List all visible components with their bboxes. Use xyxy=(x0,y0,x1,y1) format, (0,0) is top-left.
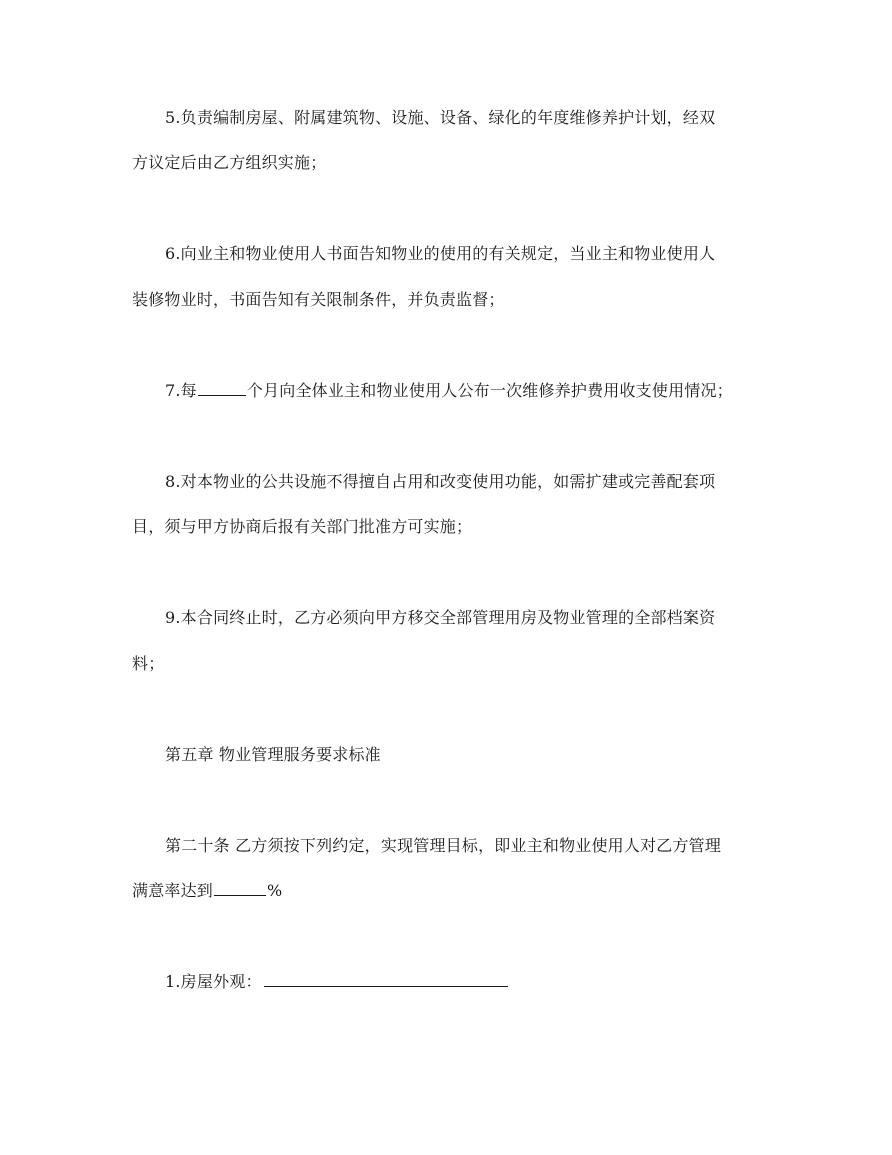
satisfaction-rate-blank xyxy=(214,881,266,896)
item-7-suffix: 个月向全体业主和物业使用人公布一次维修养护费用收支使用情况； xyxy=(246,381,733,400)
house-exterior-label: 1.房屋外观： xyxy=(165,972,262,991)
item-6-line-2: 装修物业时，书面告知有关限制条件，并负责监督； xyxy=(132,290,505,309)
item-8-line-2: 目，须与甲方协商后报有关部门批准方可实施； xyxy=(132,517,473,536)
article-20-line-2 xyxy=(132,881,282,901)
item-9-line-1: 9.本合同终止时，乙方必须向甲方移交全部管理用房及物业管理的全部档案资 xyxy=(165,608,716,627)
item-7-line xyxy=(165,381,733,401)
item-5-line-1: 5.负责编制房屋、附属建筑物、设施、设备、绿化的年度维修养护计划，经双 xyxy=(165,108,716,127)
item-9-line-2: 料； xyxy=(132,654,165,673)
house-exterior-blank xyxy=(264,972,508,987)
percent-sign: % xyxy=(267,881,283,900)
article-20-prefix: 满意率达到 xyxy=(132,881,214,900)
sub-1-line xyxy=(165,972,508,992)
chapter-5-title: 第五章 物业管理服务要求标准 xyxy=(165,745,381,764)
article-20-line-1: 第二十条 乙方须按下列约定，实现管理目标，即业主和物业使用人对乙方管理 xyxy=(165,836,722,855)
item-8-line-1: 8.对本物业的公共设施不得擅自占用和改变使用功能，如需扩建或完善配套项 xyxy=(165,472,716,491)
item-6-line-1: 6.向业主和物业使用人书面告知物业的使用的有关规定，当业主和物业使用人 xyxy=(165,244,716,263)
item-5-line-2: 方议定后由乙方组织实施； xyxy=(132,153,327,172)
item-7-months-blank xyxy=(198,381,246,396)
item-7-prefix: 7.每 xyxy=(165,381,197,400)
